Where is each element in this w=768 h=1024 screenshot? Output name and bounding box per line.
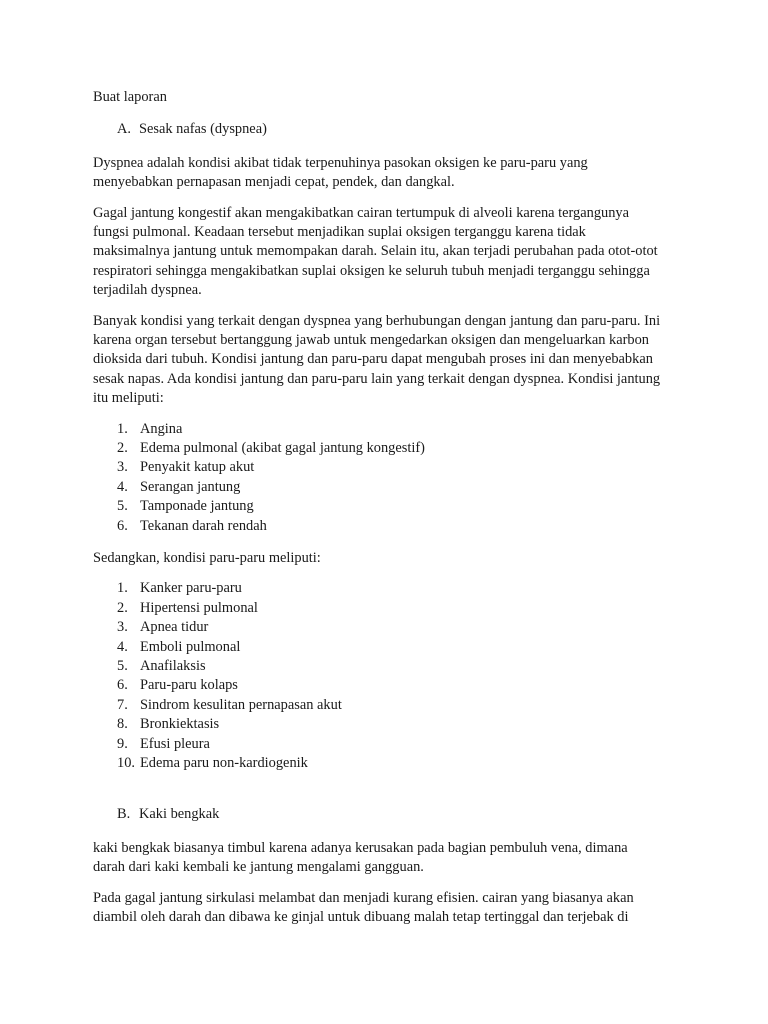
- list-number: 3.: [117, 619, 128, 636]
- list-number: 7.: [117, 696, 128, 713]
- blank-line: [93, 786, 663, 805]
- list-item: [117, 439, 663, 458]
- list-item: [117, 696, 663, 715]
- section-b-heading: [93, 805, 663, 824]
- heart-conditions-list: [93, 420, 663, 536]
- list-text: Penyakit katup akut: [140, 459, 255, 476]
- list-number: 5.: [117, 498, 128, 515]
- paragraph-lung-intro: Sedangkan, kondisi paru-paru meliputi:: [93, 550, 321, 567]
- list-item: [117, 579, 663, 598]
- list-item: [117, 420, 663, 439]
- list-text: Emboli pulmonal: [140, 638, 241, 655]
- list-item: [117, 458, 663, 477]
- list-item: [117, 478, 663, 497]
- list-text: Anafilaksis: [140, 658, 206, 674]
- list-number: 3.: [117, 459, 128, 476]
- list-item: [117, 676, 663, 695]
- list-text: Sindrom kesulitan pernapasan akut: [140, 696, 342, 713]
- paragraph-conditions-intro: Banyak kondisi yang terkait dengan dyspnea yang berhubungan dengan jantung dan paru-paru. Ini karena organ tersebut bertanggung jawab untuk mengedarkan oksigen dan mengeluarkan karbon dioksida dari tubuh. Kondisi jantung dan paru-paru dapat mengubah proses ini dan menyebabkan sesak napas. Ada kondisi jantung dan paru-paru lain yang terkait dengan dyspnea. Kondisi jantung itu meliputi:: [93, 312, 661, 407]
- lung-conditions-list: [93, 579, 663, 773]
- document-title: Buat laporan: [93, 89, 167, 105]
- list-item: [117, 638, 663, 657]
- paragraph-leg-swelling-cause: kaki bengkak biasanya timbul karena adanya kerusakan pada bagian pembuluh vena, dimana darah dari kaki kembali ke jantung mengalami gangguan.: [93, 839, 628, 876]
- list-number: 6.: [117, 677, 128, 694]
- list-text: Paru-paru kolaps: [140, 677, 238, 694]
- section-marker: A.: [117, 121, 131, 138]
- section-a-heading: [93, 120, 663, 139]
- list-text: Bronkiektasis: [140, 716, 220, 733]
- list-item: [117, 517, 663, 536]
- list-text: Edema pulmonal (akibat gagal jantung kongestif): [140, 440, 425, 457]
- list-item: [117, 599, 663, 618]
- list-item: [117, 735, 663, 754]
- list-item: [117, 715, 663, 734]
- paragraph-heart-failure: Gagal jantung kongestif akan mengakibatkan cairan tertumpuk di alveoli karena tergangunya fungsi pulmonal. Keadaan tersebut menjadikan suplai oksigen terganggu karena tidak maksimalnya jantung untuk memompakan darah. Selain itu, akan terjadi perubahan pada otot-otot respiratori sehingga mengakibatkan suplai oksigen ke seluruh tubuh menjadi terganggu sehingga terjadilah dyspnea.: [93, 204, 658, 299]
- list-number: 4.: [117, 638, 128, 655]
- paragraph-dyspnea-definition: Dyspnea adalah kondisi akibat tidak terpenuhinya pasokan oksigen ke paru-paru yang menyebabkan pernapasan menjadi cepat, pendek, dan dangkal.: [93, 154, 588, 191]
- list-number: 9.: [117, 735, 128, 752]
- list-number: 2.: [117, 440, 128, 457]
- list-number: 1.: [117, 420, 128, 437]
- section-title: Kaki bengkak: [139, 806, 220, 823]
- list-item: [117, 657, 663, 676]
- list-text: Edema paru non-kardiogenik: [140, 754, 308, 771]
- list-text: Serangan jantung: [140, 478, 241, 495]
- paragraph-circulation: Pada gagal jantung sirkulasi melambat dan menjadi kurang efisien. cairan yang biasanya akan diambil oleh darah dan dibawa ke ginjal untuk dibuang malah tetap tertinggal dan terjebak di: [93, 889, 634, 925]
- list-text: Efusi pleura: [140, 735, 210, 752]
- list-item: [117, 618, 663, 637]
- list-number: 5.: [117, 658, 128, 674]
- section-title: Sesak nafas (dyspnea): [139, 121, 267, 138]
- list-text: Hipertensi pulmonal: [140, 599, 258, 616]
- list-text: Angina: [140, 420, 183, 437]
- list-item: [117, 497, 663, 516]
- list-text: Tekanan darah rendah: [140, 517, 267, 534]
- document-page: [93, 88, 663, 938]
- list-text: Apnea tidur: [140, 619, 209, 636]
- list-text: Tamponade jantung: [140, 498, 254, 515]
- list-number: 4.: [117, 478, 128, 495]
- list-number: 10.: [117, 754, 135, 771]
- list-number: 8.: [117, 716, 128, 733]
- section-marker: B.: [117, 806, 131, 823]
- list-text: Kanker paru-paru: [140, 580, 242, 597]
- list-number: 2.: [117, 599, 128, 616]
- list-number: 6.: [117, 517, 128, 534]
- list-item: [117, 754, 663, 773]
- list-number: 1.: [117, 580, 128, 597]
